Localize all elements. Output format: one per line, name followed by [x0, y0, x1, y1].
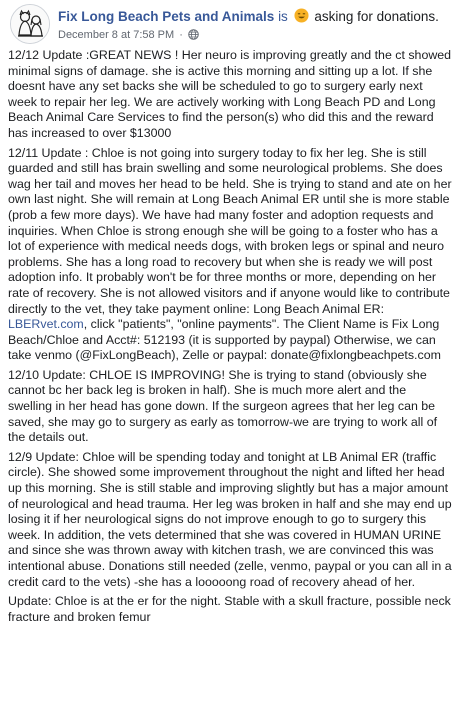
update-paragraph-first: Update: Chloe is at the er for the night. Stable with a skull fracture, possible neck fracture and broken femur [8, 594, 451, 624]
post-body [8, 48, 452, 625]
update-paragraph-1211 [8, 146, 452, 364]
lbervet-link[interactable]: LBERvet.com [8, 317, 84, 332]
pet-logo-icon [11, 5, 49, 43]
status-text: asking for donations. [314, 9, 439, 24]
post-title-line [58, 8, 458, 27]
emoji-smiling-face-icon [294, 8, 309, 27]
update-paragraph-129: 12/9 Update: Chloe will be spending today and tonight at LB Animal ER (traffic circle). She showed some improvement throughout the night and lifted her head up this morning. She is still stable and improving slightly but has a major amount of neurological and head trauma. Her leg was broken in half and she may end up losing it if her neurological signs do not improve enough to go to surgery this week. In addition, the vets determined that she was covered in HUMAN URINE and since she was thrown away with kitchen trash, we are convinced this was intentional abuse. Donations still needed (zelle, venmo, paypal or you can all in a credit card to the vets) -she has a looooong road of recovery ahead of her. [8, 449, 452, 589]
page-avatar[interactable] [10, 4, 50, 44]
post-header [8, 0, 452, 48]
update-1211-text-b: , click "patients", "online payments". The Client Name is Fix Long Beach/Chloe and Acct#: 512193 (it is supported by paypal) Otherwise, we can take venmo (@FixLongBeach), Zelle or paypal: donate@fixlongbeachpets.com [8, 317, 441, 363]
post-timestamp[interactable]: December 8 at 7:58 PM [58, 29, 175, 41]
page-name-link[interactable]: Fix Long Beach Pets and Animals [58, 9, 275, 24]
post-header-text [58, 8, 458, 45]
update-paragraph-1210: 12/10 Update: CHLOE IS IMPROVING! She is trying to stand (obviously she cannot bc her back leg is broken in half). She is much more alert and the swelling in her head has gone down. If the surgeon agrees that her leg can be saved, she may go to surgery as early as tomorrow-we are trying to work all of the details out. [8, 367, 438, 445]
post-meta-line [58, 28, 458, 45]
status-connector: is [278, 9, 288, 24]
meta-separator: · [179, 29, 183, 41]
update-1211-text-a: 12/11 Update : Chloe is not going into surgery today to fix her leg. She is still guarded and still has brain swelling and some neurological problems. She does wag her tail and moves her head to be held. She is trying to stand and ate on her own last night. She will remain at Long Beach Animal ER until she is more stable (prob a few more days). We have had many foster and adoption requests and inquiries. When Chloe is strong enough she will be going to a foster who has a lot of experience with medical needs dogs, with broken legs or spinal and neuro problems. She has a long road to recovery but when she is ready we will post adoption info. It probably won't be for three months or more, depending on her rate of recovery. She is not allowed visitors and if anyone would like to contribute directly to the vet, they take payment online: Long Beach Animal ER: [8, 145, 452, 316]
globe-icon[interactable] [188, 29, 199, 45]
update-paragraph-1212: 12/12 Update :GREAT NEWS ! Her neuro is improving greatly and the ct showed minimal signs of damage. she is active this morning and sitting up a lot. If she doesnt have any set backs she will be scheduled to go to surgery early next week to repair her leg. We are actively working with Long Beach PD and Long Beach Animal Care Services to find the person(s) who did this and the reward has increased to over $13000 [8, 48, 452, 140]
